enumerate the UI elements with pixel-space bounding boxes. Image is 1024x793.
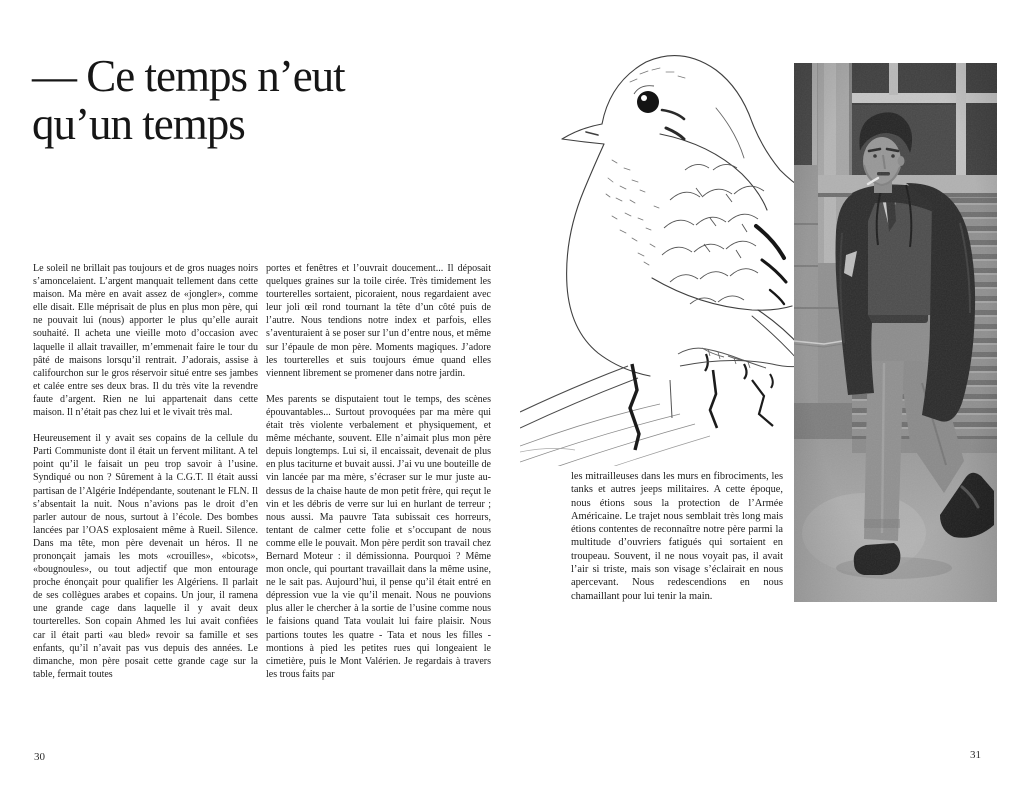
page-number-right: 31 [970, 749, 981, 761]
paragraph: Mes parents se disputaient tout le temps, des scènes épouvantables... Surtout provoquées par ma mère qui était très violente verbalement et physiquement, et même méchante, souvent. Elle n’aimait plus mon père depuis longtemps. Lui si, il encaissait, devenait de plus en plus taciturne et buvait aussi. J’ai vu une bouteille de vin lancée par ma mère, s’écraser sur le mur juste au-dessus de la chaise haute de mon petit frère, qui reçut le vin et les débris de verre sur lui en hurlant de terreur ; nous aussi. Ma pauvre Tata subissait ces horreurs, tentant de calmer cette folie et s’occupant de nous comme elle le pouvait. Mon père perdit son travail chez Bernard Moteur : il démissionna. Pourquoi ? Même mon oncle, qui pourtant travaillait dans la même usine, ne le sait pas. Aujourd’hui, il pense qu’il était entré en dépression vue la vie qu’il menait. Nous ne pouvions plus aller le chercher à la sortie de l’usine comme nous le faisions quand Tata voulait lui faire plaisir. Nous partions toutes les quatre - Tata et nous les filles - montions à pied les petites rues qui longeaient le cimetière, puis le Mont Valérien. Je regardais à travers les trous faits par [266, 393, 491, 680]
dove-illustration [520, 48, 802, 466]
dove-eye [634, 86, 684, 139]
body-columns [33, 262, 491, 681]
body-column-2 [266, 262, 491, 681]
paragraph: Heureusement il y avait ses copains de la cellule du Parti Communiste dont il était un fervent militant. A tel point qu’il le faisait un peu trop savoir à l’usine. Syndiqué ou non ? Sûrement à la C.G.T. Il était aussi partisan de l’Algérie Indépendante, soutenant le FLN. Il s’absentait la nuit. Nous n’avions pas le droit d’en parler autour de nous, surtout à l’école. Des bombes lancées par l’OAS explosaient même à Rueil. Silence. Dans ma tête, mon père devenait un héros. Il ne prononçait jamais les mots «crouilles», «bicots», «bougnoules», ou tout adjectif que mon entourage proche énonçait pour qualifier les Algériens. Il parlait de ses collègues arabes et copains. Un jour, il ramena une grande cage dans laquelle il y avait deux tourterelles. Son copain Ahmed les lui avait confiées car il était parti «au bled» revoir sa famille et ses enfants, qu’il n’avait pas vus depuis des années. Le dimanche, mon père posait cette grande cage sur la table, fermait toutes [33, 433, 258, 680]
father-photo [794, 63, 997, 602]
dove-outline [562, 56, 802, 376]
paragraph: portes et fenêtres et l’ouvrait doucement... Il déposait quelques graines sur la toile cirée. Très timidement les tourterelles sortaient, picoraient, nous regardaient avec leur joli œil rond tournant la tête d’un côté puis de l’autre. Nous tendions notre index et parfois, elles s’aventuraient à se poser sur l’un d’entre nous, et même sur l’épaule de mon père. Moments magiques. J’adore les tourterelles et suis toujours émue quand elles viennent librement se promener dans notre jardin. [266, 263, 491, 379]
right-page-paragraph: les mitrailleuses dans les murs en fibrociments, les tanks et autres jeeps militaires. A cette époque, nous étions sous la protection de l’Armée Américaine. Le trajet nous semblait très long mais étions contentes de reconnaître notre père parmi la multitude d’ouvriers fatigués qui sortaient en troupeau. Souvent, il ne nous voyait pas, il avait l’air si triste, mais son visage s’éclairait en nous apercevant. Nous redescendions en nous chamaillant pour lui tenir la main. [571, 471, 783, 602]
dove-wing-feathers [662, 164, 764, 304]
page-title [32, 52, 502, 148]
page-title-line2: qu’un temps [32, 99, 245, 150]
page-title-line1: — Ce temps n’eut [32, 51, 345, 102]
paragraph: Le soleil ne brillait pas toujours et de gros nuages noirs s’amoncelaient. L’argent manquait tellement dans cette maison. Ma mère en avait assez de «jongler», comme elle disait. Elle méprisait de plus en plus mon père, qui ne pouvait lui (nous) apporter le plus qu’elle aurait souhaité. Il acheta une vieille moto d’occasion avec laquelle il allait travailler, m’emmenait faire le tour du pâté de maisons lorsqu’il rentrait. J’adorais, assise à califourchon sur le gros réservoir situé entre ses jambes et calée entre ses deux bras. Il du très vite la revendre faute d’argent. Rien ne lui appartenait dans cette maison. Il n’était pas chez lui et le vivait très mal. [33, 263, 258, 419]
dove-dark-feathers [756, 226, 786, 304]
vignette [794, 63, 997, 602]
branch [520, 360, 802, 466]
body-column-1 [33, 262, 258, 681]
page-number-left: 30 [34, 751, 45, 763]
dove-feet [678, 348, 773, 388]
